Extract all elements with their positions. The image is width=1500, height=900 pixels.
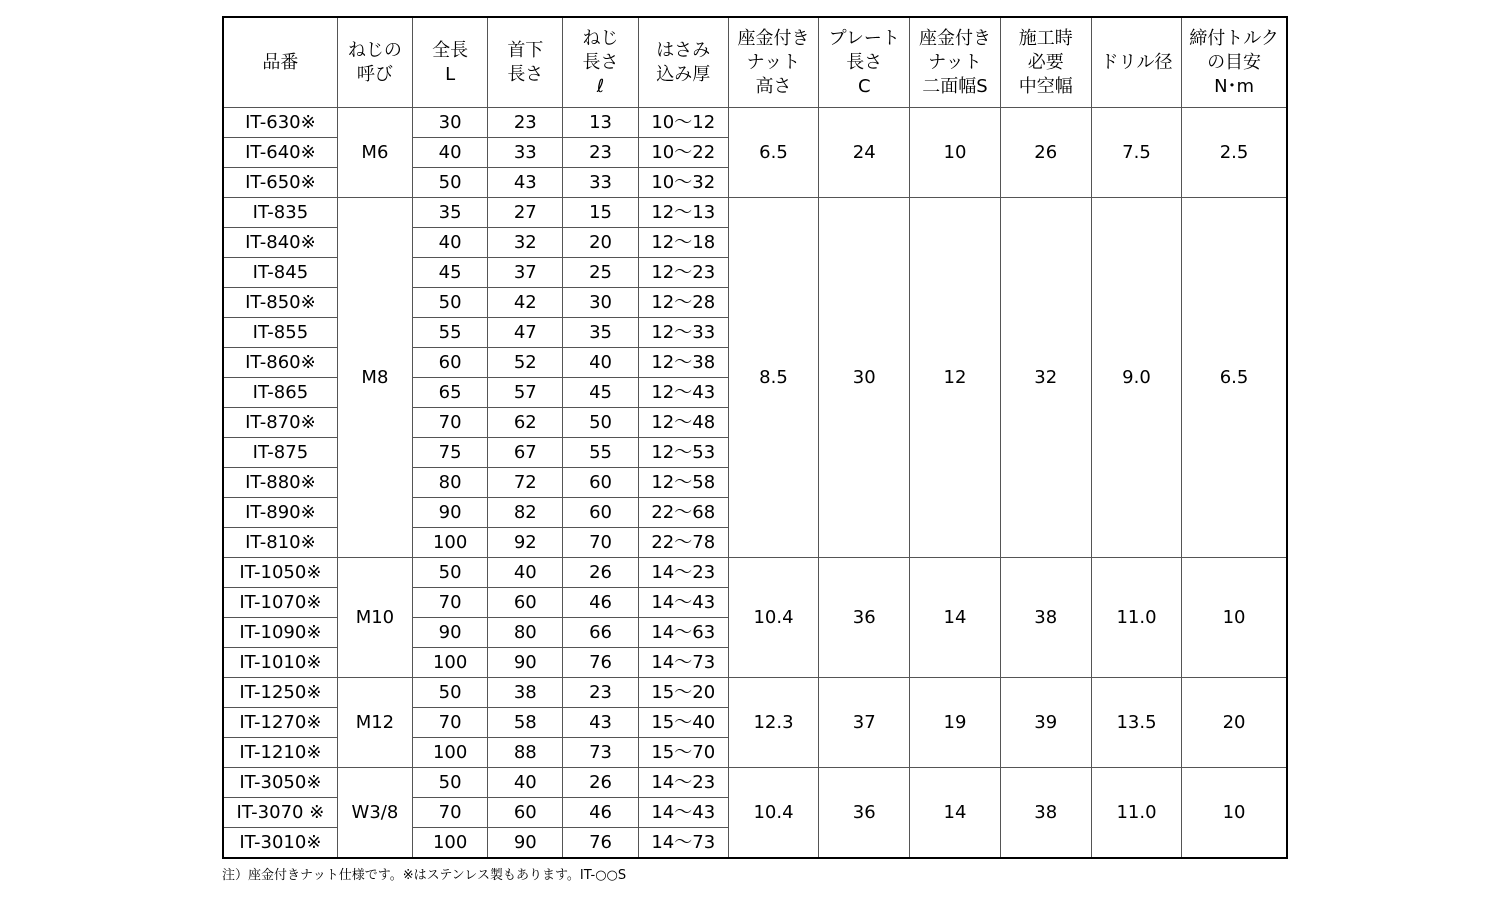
spec-table-body (223, 108, 1287, 859)
cell-grip-range: 12～43 (638, 378, 728, 408)
cell-grip-range: 14～23 (638, 768, 728, 798)
cell-total-length: 70 (413, 708, 488, 738)
cell-grip-range: 12～48 (638, 408, 728, 438)
cell-grip-range: 12～18 (638, 228, 728, 258)
table-row (223, 108, 1287, 138)
cell-thread-length: 66 (563, 618, 638, 648)
cell-under-head-length: 60 (488, 588, 563, 618)
cell-under-head-length: 40 (488, 768, 563, 798)
cell-under-head-length: 90 (488, 828, 563, 859)
cell-total-length: 50 (413, 288, 488, 318)
cell-under-head-length: 90 (488, 648, 563, 678)
cell-torque: 10 (1182, 768, 1287, 859)
cell-nut-height: 8.5 (728, 198, 818, 558)
cell-hollow-width: 38 (1000, 558, 1091, 678)
cell-part-number: IT-845 (223, 258, 337, 288)
cell-total-length: 90 (413, 498, 488, 528)
cell-part-number: IT-3010※ (223, 828, 337, 859)
cell-part-number: IT-1210※ (223, 738, 337, 768)
cell-part-number: IT-630※ (223, 108, 337, 138)
header-row (223, 17, 1287, 108)
cell-plate-length: 36 (819, 558, 910, 678)
cell-under-head-length: 43 (488, 168, 563, 198)
cell-part-number: IT-1250※ (223, 678, 337, 708)
spec-table (222, 16, 1288, 859)
cell-part-number: IT-870※ (223, 408, 337, 438)
table-row (223, 558, 1287, 588)
cell-grip-range: 22～68 (638, 498, 728, 528)
cell-thread-length: 25 (563, 258, 638, 288)
cell-drill-diameter: 7.5 (1091, 108, 1181, 198)
cell-plate-length: 24 (819, 108, 910, 198)
cell-under-head-length: 62 (488, 408, 563, 438)
cell-under-head-length: 23 (488, 108, 563, 138)
cell-grip-range: 12～33 (638, 318, 728, 348)
cell-under-head-length: 38 (488, 678, 563, 708)
cell-grip-range: 12～23 (638, 258, 728, 288)
cell-hollow-width: 32 (1000, 198, 1091, 558)
cell-total-length: 100 (413, 828, 488, 859)
cell-total-length: 50 (413, 678, 488, 708)
cell-part-number: IT-1050※ (223, 558, 337, 588)
cell-thread-length: 26 (563, 558, 638, 588)
cell-under-head-length: 27 (488, 198, 563, 228)
cell-part-number: IT-650※ (223, 168, 337, 198)
header-plate-length: プレート 長さ C (819, 17, 910, 108)
cell-thread-length: 76 (563, 648, 638, 678)
cell-thread-length: 60 (563, 468, 638, 498)
cell-thread-length: 23 (563, 678, 638, 708)
cell-under-head-length: 60 (488, 798, 563, 828)
cell-under-head-length: 57 (488, 378, 563, 408)
cell-total-length: 50 (413, 168, 488, 198)
cell-under-head-length: 80 (488, 618, 563, 648)
cell-thread-size: M10 (337, 558, 412, 678)
cell-thread-length: 23 (563, 138, 638, 168)
cell-torque: 20 (1182, 678, 1287, 768)
cell-grip-range: 15～40 (638, 708, 728, 738)
cell-part-number: IT-640※ (223, 138, 337, 168)
cell-nut-height: 10.4 (728, 768, 818, 859)
cell-thread-length: 45 (563, 378, 638, 408)
cell-total-length: 35 (413, 198, 488, 228)
cell-total-length: 100 (413, 528, 488, 558)
header-torque: 締付トルク の目安 N･m (1182, 17, 1287, 108)
cell-thread-length: 20 (563, 228, 638, 258)
cell-nut-width: 10 (910, 108, 1000, 198)
cell-total-length: 40 (413, 138, 488, 168)
cell-drill-diameter: 13.5 (1091, 678, 1181, 768)
cell-under-head-length: 42 (488, 288, 563, 318)
cell-torque: 6.5 (1182, 198, 1287, 558)
cell-torque: 10 (1182, 558, 1287, 678)
cell-total-length: 65 (413, 378, 488, 408)
cell-total-length: 80 (413, 468, 488, 498)
cell-thread-length: 46 (563, 588, 638, 618)
cell-part-number: IT-850※ (223, 288, 337, 318)
header-thread-size: ねじの 呼び (337, 17, 412, 108)
cell-drill-diameter: 11.0 (1091, 768, 1181, 859)
header-total-length: 全長 L (413, 17, 488, 108)
header-thread-length: ねじ 長さ ℓ (563, 17, 638, 108)
cell-drill-diameter: 11.0 (1091, 558, 1181, 678)
cell-part-number: IT-835 (223, 198, 337, 228)
cell-thread-length: 55 (563, 438, 638, 468)
cell-grip-range: 14～73 (638, 828, 728, 859)
cell-part-number: IT-880※ (223, 468, 337, 498)
cell-thread-length: 30 (563, 288, 638, 318)
cell-thread-length: 33 (563, 168, 638, 198)
cell-torque: 2.5 (1182, 108, 1287, 198)
cell-part-number: IT-855 (223, 318, 337, 348)
cell-total-length: 50 (413, 558, 488, 588)
cell-grip-range: 22～78 (638, 528, 728, 558)
cell-thread-length: 13 (563, 108, 638, 138)
header-under-head-length: 首下 長さ (488, 17, 563, 108)
header-drill-diameter: ドリル径 (1091, 17, 1181, 108)
cell-grip-range: 12～13 (638, 198, 728, 228)
cell-under-head-length: 33 (488, 138, 563, 168)
header-grip-range: はさみ 込み厚 (638, 17, 728, 108)
cell-hollow-width: 26 (1000, 108, 1091, 198)
cell-grip-range: 15～70 (638, 738, 728, 768)
cell-nut-width: 19 (910, 678, 1000, 768)
cell-part-number: IT-1070※ (223, 588, 337, 618)
cell-under-head-length: 37 (488, 258, 563, 288)
cell-total-length: 45 (413, 258, 488, 288)
cell-grip-range: 12～38 (638, 348, 728, 378)
cell-grip-range: 10～22 (638, 138, 728, 168)
cell-total-length: 30 (413, 108, 488, 138)
cell-total-length: 50 (413, 768, 488, 798)
cell-grip-range: 14～43 (638, 798, 728, 828)
cell-thread-size: W3/8 (337, 768, 412, 859)
cell-grip-range: 14～23 (638, 558, 728, 588)
header-hollow-width: 施工時 必要 中空幅 (1000, 17, 1091, 108)
header-nut-height: 座金付き ナット 高さ (728, 17, 818, 108)
cell-total-length: 40 (413, 228, 488, 258)
cell-total-length: 90 (413, 618, 488, 648)
cell-part-number: IT-1010※ (223, 648, 337, 678)
cell-under-head-length: 47 (488, 318, 563, 348)
cell-thread-size: M12 (337, 678, 412, 768)
cell-part-number: IT-810※ (223, 528, 337, 558)
cell-thread-length: 70 (563, 528, 638, 558)
cell-grip-range: 10～32 (638, 168, 728, 198)
cell-total-length: 75 (413, 438, 488, 468)
cell-thread-length: 60 (563, 498, 638, 528)
table-row (223, 198, 1287, 228)
cell-plate-length: 36 (819, 768, 910, 859)
spec-table-container (222, 16, 1288, 859)
cell-nut-height: 10.4 (728, 558, 818, 678)
cell-total-length: 100 (413, 648, 488, 678)
cell-under-head-length: 67 (488, 438, 563, 468)
cell-grip-range: 14～43 (638, 588, 728, 618)
cell-under-head-length: 40 (488, 558, 563, 588)
cell-plate-length: 30 (819, 198, 910, 558)
cell-nut-width: 14 (910, 558, 1000, 678)
table-row (223, 768, 1287, 798)
cell-grip-range: 12～28 (638, 288, 728, 318)
cell-thread-length: 73 (563, 738, 638, 768)
cell-under-head-length: 92 (488, 528, 563, 558)
cell-thread-length: 76 (563, 828, 638, 859)
cell-under-head-length: 82 (488, 498, 563, 528)
cell-under-head-length: 88 (488, 738, 563, 768)
table-row (223, 678, 1287, 708)
cell-part-number: IT-865 (223, 378, 337, 408)
cell-grip-range: 12～53 (638, 438, 728, 468)
cell-total-length: 70 (413, 798, 488, 828)
cell-total-length: 100 (413, 738, 488, 768)
cell-thread-size: M6 (337, 108, 412, 198)
cell-under-head-length: 58 (488, 708, 563, 738)
cell-under-head-length: 32 (488, 228, 563, 258)
cell-grip-range: 12～58 (638, 468, 728, 498)
cell-thread-length: 50 (563, 408, 638, 438)
cell-nut-height: 6.5 (728, 108, 818, 198)
cell-part-number: IT-860※ (223, 348, 337, 378)
cell-total-length: 60 (413, 348, 488, 378)
cell-total-length: 70 (413, 408, 488, 438)
footnote: 注）座金付きナット仕様です。※はステンレス製もあります。IT-○○S (222, 868, 627, 883)
cell-grip-range: 10～12 (638, 108, 728, 138)
cell-thread-length: 40 (563, 348, 638, 378)
cell-grip-range: 14～63 (638, 618, 728, 648)
cell-part-number: IT-840※ (223, 228, 337, 258)
cell-nut-width: 14 (910, 768, 1000, 859)
cell-under-head-length: 52 (488, 348, 563, 378)
cell-thread-length: 43 (563, 708, 638, 738)
cell-plate-length: 37 (819, 678, 910, 768)
cell-part-number: IT-1270※ (223, 708, 337, 738)
cell-total-length: 55 (413, 318, 488, 348)
cell-part-number: IT-875 (223, 438, 337, 468)
cell-grip-range: 15～20 (638, 678, 728, 708)
cell-nut-height: 12.3 (728, 678, 818, 768)
cell-thread-length: 15 (563, 198, 638, 228)
cell-under-head-length: 72 (488, 468, 563, 498)
cell-hollow-width: 39 (1000, 678, 1091, 768)
cell-thread-length: 35 (563, 318, 638, 348)
cell-thread-length: 26 (563, 768, 638, 798)
header-part-number: 品番 (223, 17, 337, 108)
cell-nut-width: 12 (910, 198, 1000, 558)
cell-thread-length: 46 (563, 798, 638, 828)
cell-drill-diameter: 9.0 (1091, 198, 1181, 558)
cell-part-number: IT-3050※ (223, 768, 337, 798)
cell-grip-range: 14～73 (638, 648, 728, 678)
cell-total-length: 70 (413, 588, 488, 618)
cell-hollow-width: 38 (1000, 768, 1091, 859)
cell-part-number: IT-890※ (223, 498, 337, 528)
cell-part-number: IT-3070 ※ (223, 798, 337, 828)
cell-thread-size: M8 (337, 198, 412, 558)
cell-part-number: IT-1090※ (223, 618, 337, 648)
header-nut-width: 座金付き ナット 二面幅S (910, 17, 1000, 108)
